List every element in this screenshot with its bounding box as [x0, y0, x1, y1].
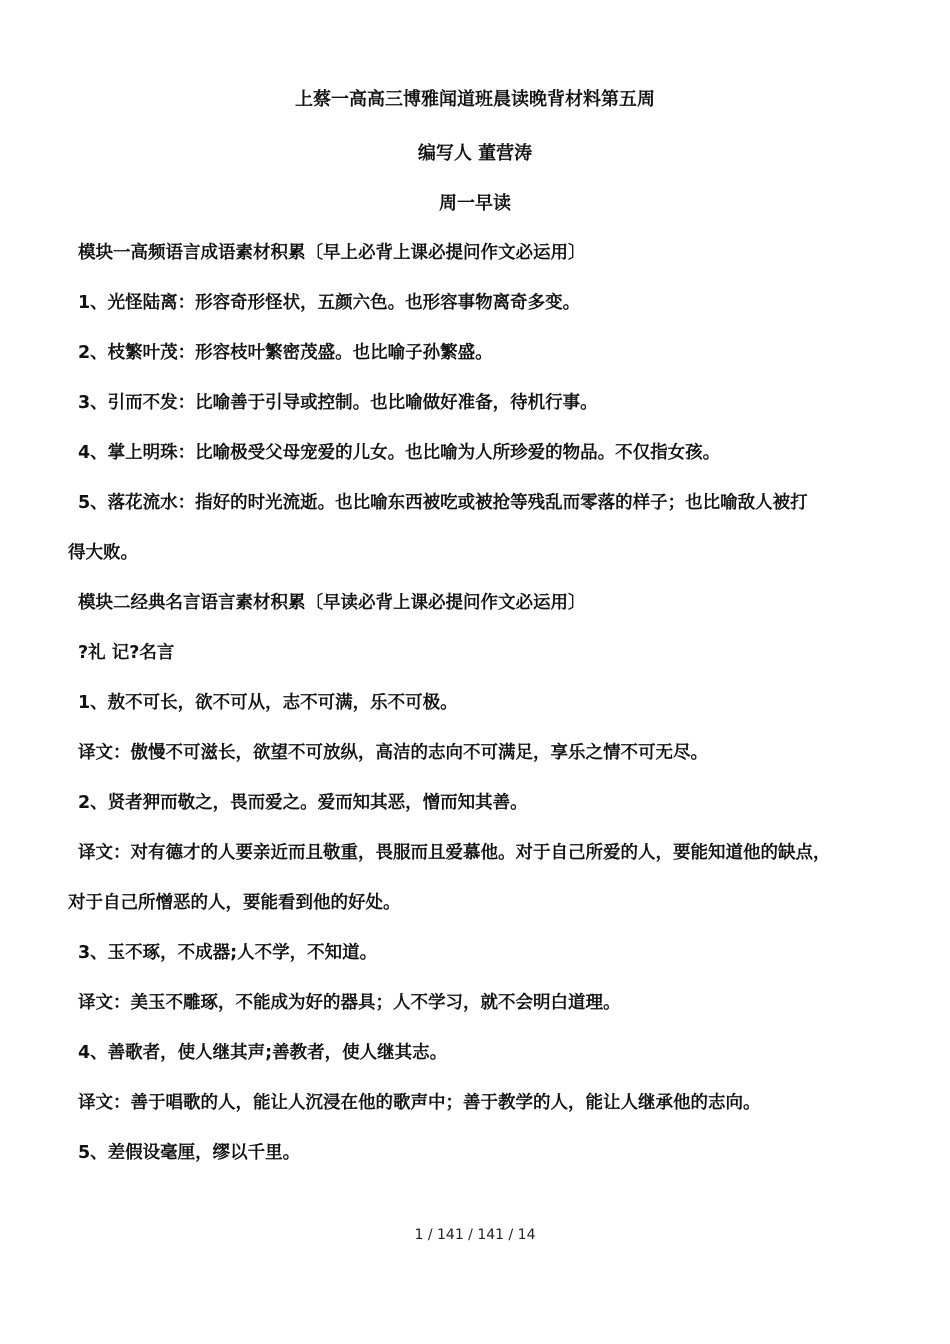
quote-line: 5、差假设毫厘，缪以千里。: [78, 1143, 301, 1163]
quote-line: 4、善歌者，使人继其声;善教者，使人继其志。: [78, 1043, 448, 1063]
translation-line: 译文：美玉不雕琢，不能成为好的器具；人不学习，就不会明白道理。: [78, 993, 621, 1013]
translation-line: 译文：对有德才的人要亲近而且敬重，畏服而且爱慕他。对于自己所爱的人，要能知道他的缺点，: [78, 843, 831, 863]
module1-heading: 模块一高频语言成语素材积累〔早上必背上课必提问作文必运用〕: [78, 243, 586, 263]
translation-line: 译文：善于唱歌的人，能让人沉浸在他的歌声中；善于教学的人，能让人继承他的志向。: [78, 1093, 761, 1113]
idiom-item: 5、落花流水：指好的时光流逝。也比喻东西被吃或被抢等残乱而零落的样子；也比喻敌人被打: [78, 493, 808, 513]
day-heading: 周一早读: [439, 193, 511, 214]
translation-line: 译文：傲慢不可滋长，欲望不可放纵，高洁的志向不可满足，享乐之情不可无尽。: [78, 743, 708, 763]
source-subheading: ?礼 记?名言: [78, 643, 175, 663]
idiom-item: 1、光怪陆离：形容奇形怪状，五颜六色。也形容事物离奇多变。: [78, 293, 581, 313]
idiom-item: 2、枝繁叶茂：形容枝叶繁密茂盛。也比喻子孙繁盛。: [78, 343, 493, 363]
document-title: 上蔡一高高三博雅闻道班晨读晚背材料第五周: [295, 89, 655, 110]
page-number: 1 / 141 / 141 / 14: [414, 1227, 536, 1243]
idiom-item: 3、引而不发：比喻善于引导或控制。也比喻做好准备，待机行事。: [78, 393, 598, 413]
author-line: 编写人 董营涛: [417, 143, 533, 164]
translation-continuation: 对于自己所憎恶的人，要能看到他的好处。: [68, 893, 401, 913]
module2-heading: 模块二经典名言语言素材积累〔早读必背上课必提问作文必运用〕: [78, 593, 586, 613]
quote-line: 2、贤者狎而敬之，畏而爱之。爱而知其恶，憎而知其善。: [78, 793, 528, 813]
idiom-item: 4、掌上明珠：比喻极受父母宠爱的儿女。也比喻为人所珍爱的物品。不仅指女孩。: [78, 443, 721, 463]
quote-line: 3、玉不琢，不成器;人不学，不知道。: [78, 943, 378, 963]
idiom-item-continuation: 得大败。: [68, 543, 138, 563]
quote-line: 1、敖不可长，欲不可从，志不可满，乐不可极。: [78, 693, 458, 713]
